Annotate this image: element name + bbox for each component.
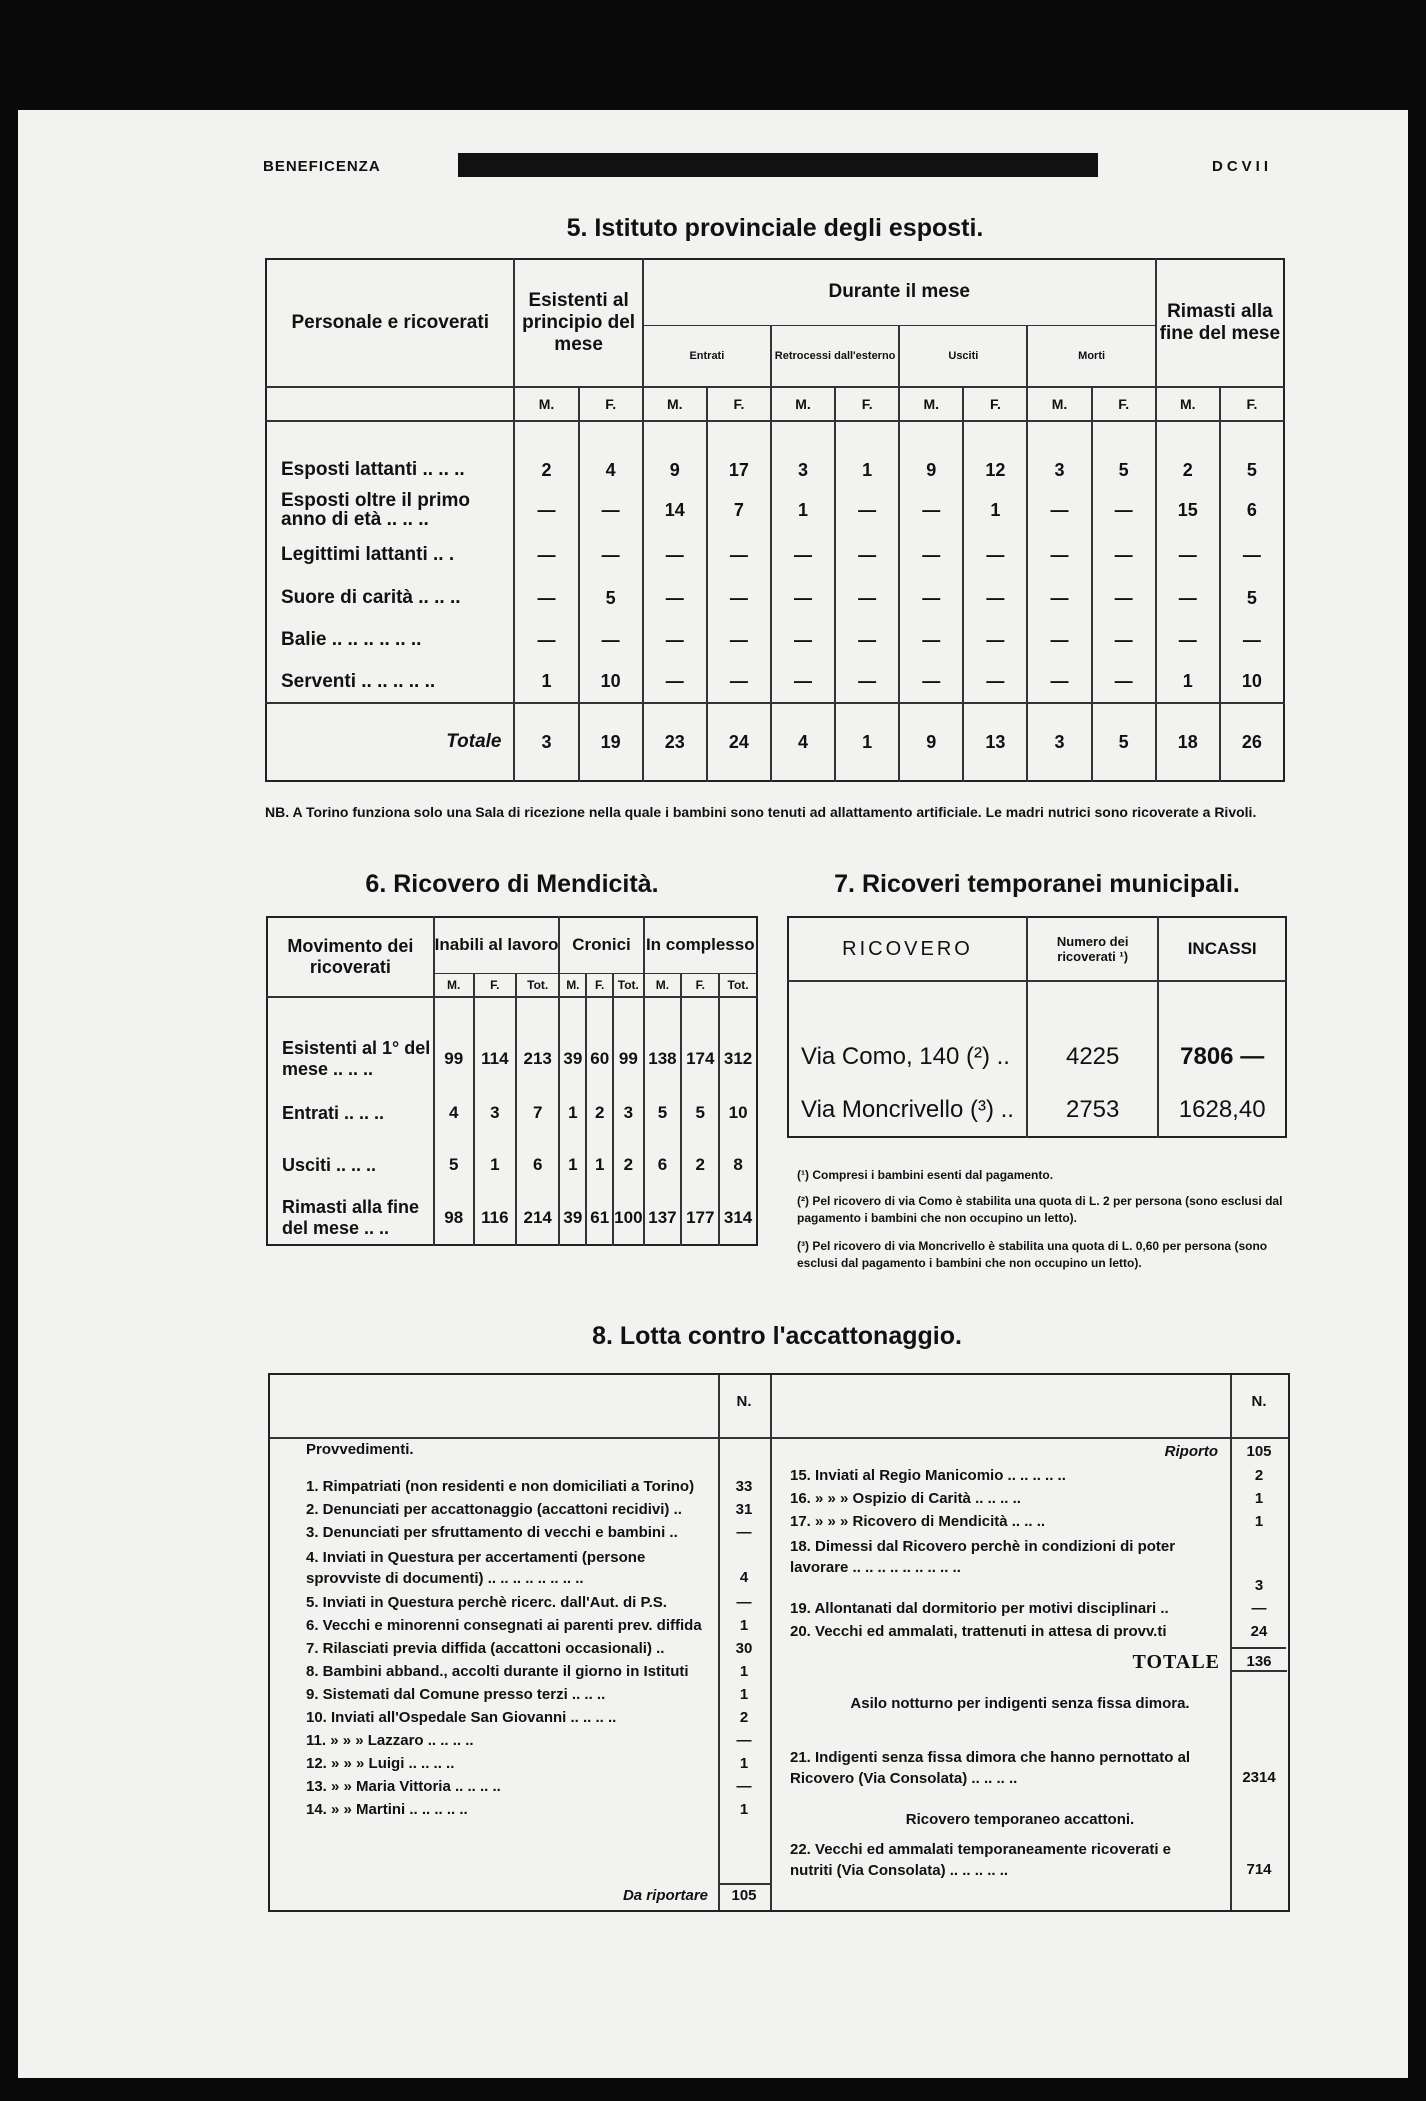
s5-total-cell: 3 — [514, 703, 578, 781]
s6-cell: 5 — [434, 1139, 474, 1191]
s5-cell: 10 — [1220, 661, 1284, 703]
s5-row — [266, 577, 1284, 619]
s6-cell: 39 — [559, 1031, 586, 1087]
s6-cell: 314 — [719, 1191, 757, 1245]
s8-asylum-heading: Asilo notturno per indigenti senza fissa dimora. — [850, 1695, 1190, 1712]
s6-group: In complesso — [644, 917, 757, 973]
s6-sub: F. — [586, 973, 613, 997]
s6-sub: Tot. — [516, 973, 560, 997]
s8-left-label: 9. Sistemati dal Comune presso terzi .. .. .. — [306, 1686, 606, 1703]
s7-row-label: Via Moncrivello (³) .. — [801, 1095, 1014, 1123]
s5-row — [266, 487, 1284, 533]
s5-f: F. — [1220, 387, 1284, 421]
s5-cell: 5 — [1220, 453, 1284, 487]
s5-cell: — — [899, 619, 963, 661]
s6-cell: 213 — [516, 1031, 560, 1087]
s5-cell: — — [963, 577, 1027, 619]
section7-table — [787, 916, 1287, 1138]
s6-cell: 10 — [719, 1087, 757, 1139]
s6-cell: 100 — [613, 1191, 643, 1245]
s5-cell: — — [835, 661, 899, 703]
running-header-right: DCVII — [1212, 158, 1273, 175]
s5-row — [266, 533, 1284, 577]
s8-left-label: 6. Vecchi e minorenni consegnati ai parenti prev. diffida — [306, 1617, 702, 1634]
s5-col-label: Personale e ricoverati — [266, 259, 514, 387]
s5-f: F. — [1092, 387, 1156, 421]
s5-cell: — — [899, 577, 963, 619]
s6-cell: 138 — [644, 1031, 682, 1087]
s8-left-n: — — [736, 1778, 752, 1795]
s6-sub: F. — [681, 973, 719, 997]
s5-cell: 1 — [514, 661, 578, 703]
s6-cell: 5 — [644, 1087, 682, 1139]
s6-cell: 312 — [719, 1031, 757, 1087]
s6-cell: 4 — [434, 1087, 474, 1139]
s5-cell: — — [514, 533, 578, 577]
s5-cell: — — [1027, 619, 1091, 661]
s5-m: M. — [1027, 387, 1091, 421]
s5-total-row — [266, 703, 1284, 781]
s8-left-label: 14. » » Martini .. .. .. .. .. — [306, 1801, 468, 1818]
s6-sub: M. — [434, 973, 474, 997]
section6-table — [266, 916, 758, 1246]
s5-f: F. — [835, 387, 899, 421]
s8-left-n: 2 — [739, 1709, 749, 1726]
s8-left-n: 31 — [735, 1501, 753, 1518]
s7-row — [788, 1031, 1286, 1083]
s5-cell: — — [707, 661, 771, 703]
section5-title: 5. Istituto provinciale degli esposti. — [566, 214, 984, 242]
s6-cell: 1 — [559, 1139, 586, 1191]
s5-cell: 14 — [643, 487, 707, 533]
s8-n-header-left: N. — [736, 1393, 752, 1410]
s6-cell: 1 — [586, 1139, 613, 1191]
s5-cell: — — [771, 533, 835, 577]
s5-cell: — — [1156, 533, 1220, 577]
s7-row — [788, 1083, 1286, 1137]
s6-row-label: Usciti .. .. .. — [282, 1154, 377, 1175]
s8-left-label: 1. Rimpatriati (non residenti e non domiciliati a Torino) — [306, 1478, 695, 1495]
section6-title: 6. Ricovero di Mendicità. — [365, 870, 659, 898]
s7-incassi: 1628,40 — [1158, 1083, 1286, 1137]
s5-row-label: Suore di carità .. .. .. — [281, 587, 461, 608]
s5-cell: — — [643, 661, 707, 703]
s5-total-cell: 9 — [899, 703, 963, 781]
s7-footnote: (¹) Compresi i bambini esenti dal pagamento. — [797, 1168, 1054, 1182]
s5-cell: — — [579, 619, 643, 661]
s8-right-n: 1 — [1254, 1513, 1264, 1530]
s5-cell: — — [771, 577, 835, 619]
s5-cell: — — [579, 487, 643, 533]
s7-numero: 4225 — [1027, 1031, 1158, 1083]
s6-sub: F. — [474, 973, 516, 997]
s8-row22-value: 714 — [1246, 1861, 1272, 1878]
s8-left-heading: Provvedimenti. — [306, 1441, 414, 1458]
s6-row — [267, 1191, 757, 1245]
s6-group: Cronici — [559, 917, 643, 973]
s6-row — [267, 1087, 757, 1139]
s8-left-n: — — [736, 1732, 752, 1749]
s8-n-header-right: N. — [1251, 1393, 1267, 1410]
s5-cell: — — [514, 487, 578, 533]
s6-cell: 3 — [474, 1087, 516, 1139]
s5-row-label: Balie .. .. .. .. .. .. — [281, 629, 422, 650]
s8-right-label: 20. Vecchi ed ammalati, trattenuti in attesa di provv.ti — [790, 1623, 1167, 1640]
s8-left-label: 7. Rilasciati previa diffida (accattoni occasionali) .. — [306, 1640, 665, 1657]
s7-footnote: (²) Pel ricovero di via Como è stabilita una quota di L. 2 per persona (sono esclusi dal pagamento i bambini che non occupino un letto). — [797, 1194, 1283, 1225]
s8-right-n: 2 — [1254, 1467, 1264, 1484]
s5-cell: — — [1156, 619, 1220, 661]
s5-cell: — — [771, 619, 835, 661]
s5-cell: — — [1027, 487, 1091, 533]
s6-cell: 99 — [613, 1031, 643, 1087]
s5-cell: — — [1092, 533, 1156, 577]
s5-cell: — — [1027, 533, 1091, 577]
s6-cell: 6 — [516, 1139, 560, 1191]
s8-right-n: 24 — [1250, 1623, 1268, 1640]
s5-cell: — — [1092, 619, 1156, 661]
s5-cell: 9 — [643, 453, 707, 487]
s8-left-n: 30 — [735, 1640, 753, 1657]
s6-sub: M. — [559, 973, 586, 997]
s5-row — [266, 661, 1284, 703]
s6-cell: 177 — [681, 1191, 719, 1245]
s5-total-cell: 5 — [1092, 703, 1156, 781]
s5-cell: 12 — [963, 453, 1027, 487]
s5-cell: — — [835, 533, 899, 577]
s5-cell: 6 — [1220, 487, 1284, 533]
s5-cell: 4 — [579, 453, 643, 487]
s5-row-label: Legittimi lattanti .. . — [281, 544, 455, 565]
s5-cell: — — [963, 533, 1027, 577]
s6-sub: Tot. — [613, 973, 643, 997]
section5-table — [265, 258, 1285, 782]
section8-table — [268, 1373, 1290, 1912]
s6-row — [267, 1139, 757, 1191]
s8-total-label: TOTALE — [1132, 1651, 1220, 1673]
s5-cell: — — [1220, 619, 1284, 661]
s5-existing-header: Esistenti al principio del mese — [514, 259, 642, 387]
s5-sub-entered: Entrati — [643, 325, 771, 387]
s8-left-n: 1 — [739, 1686, 749, 1703]
s8-left-carry-value: 105 — [731, 1887, 757, 1904]
s5-cell: 2 — [514, 453, 578, 487]
s5-cell: — — [1092, 577, 1156, 619]
s6-cell: 2 — [586, 1087, 613, 1139]
s6-row — [267, 1031, 757, 1087]
s6-group: Inabili al lavoro — [434, 917, 560, 973]
s5-cell: 3 — [1027, 453, 1091, 487]
s7-col-numero: Numero dei ricoverati ¹) — [1027, 917, 1158, 981]
s8-left-n: — — [736, 1524, 752, 1541]
s6-sub: Tot. — [719, 973, 757, 997]
s8-left-n: 33 — [735, 1478, 753, 1495]
s5-total-label: Totale — [446, 731, 502, 752]
s8-row22-label: 22. Vecchi ed ammalati temporaneamente ricoverati e nutriti (Via Consolata) .. .. .. .. .. — [790, 1841, 1172, 1879]
s6-cell: 39 — [559, 1191, 586, 1245]
s6-cell: 2 — [681, 1139, 719, 1191]
s8-left-carry-label: Da riportare — [622, 1887, 708, 1904]
s5-cell: 3 — [771, 453, 835, 487]
s5-row-label: Esposti oltre il primo anno di età .. .. .. — [281, 490, 470, 530]
s7-incassi: 7806 — — [1158, 1031, 1286, 1083]
s5-total-cell: 13 — [963, 703, 1027, 781]
s5-total-cell: 19 — [579, 703, 643, 781]
s8-left-n: 1 — [739, 1617, 749, 1634]
s8-left-label: 4. Inviati in Questura per accertamenti (persone sprovviste di documenti) .. .. .. .. .. .. .. .. — [306, 1549, 646, 1587]
s5-cell: — — [835, 577, 899, 619]
s5-cell: — — [771, 661, 835, 703]
s6-cell: 6 — [644, 1139, 682, 1191]
s5-cell: — — [963, 619, 1027, 661]
s5-cell: 10 — [579, 661, 643, 703]
s5-f: F. — [963, 387, 1027, 421]
s5-sub-exited: Usciti — [899, 325, 1027, 387]
s5-cell: — — [1220, 533, 1284, 577]
s5-m: M. — [899, 387, 963, 421]
s5-total-cell: 23 — [643, 703, 707, 781]
s8-left-label: 10. Inviati all'Ospedale San Giovanni .. .. .. .. — [306, 1709, 617, 1726]
s5-cell: — — [707, 577, 771, 619]
s6-cell: 60 — [586, 1031, 613, 1087]
s8-right-label: 18. Dimessi dal Ricovero perchè in condizioni di poter lavorare .. .. .. .. .. .. .. .. .. — [790, 1538, 1176, 1576]
s6-cell: 137 — [644, 1191, 682, 1245]
s5-sub-dead: Morti — [1027, 325, 1155, 387]
s8-right-carry-value: 105 — [1246, 1443, 1272, 1460]
s6-cell: 61 — [586, 1191, 613, 1245]
s5-cell: 5 — [1092, 453, 1156, 487]
s8-right-label: 19. Allontanati dal dormitorio per motivi disciplinari .. — [790, 1600, 1169, 1617]
s6-row-label: Entrati .. .. .. — [282, 1102, 385, 1123]
s5-row-label: Serventi .. .. .. .. .. — [266, 661, 514, 703]
s7-col-incassi: INCASSI — [1158, 917, 1286, 981]
s5-m: M. — [1156, 387, 1220, 421]
s8-left-label: 2. Denunciati per accattonaggio (accattoni recidivi) .. — [306, 1501, 682, 1518]
s8-right-n: 1 — [1254, 1490, 1264, 1507]
s8-left-n: 1 — [739, 1663, 749, 1680]
s5-total-cell: 3 — [1027, 703, 1091, 781]
s5-cell: 17 — [707, 453, 771, 487]
s5-cell: — — [835, 487, 899, 533]
s8-right-n: 3 — [1254, 1577, 1264, 1594]
s8-right-label: 15. Inviati al Regio Manicomio .. .. .. .. .. — [790, 1467, 1066, 1484]
s6-cell: 214 — [516, 1191, 560, 1245]
s5-cell: — — [1092, 661, 1156, 703]
running-header-smudge — [458, 153, 1098, 177]
s5-cell: 2 — [1156, 453, 1220, 487]
s5-cell: — — [643, 577, 707, 619]
s5-m: M. — [514, 387, 578, 421]
s5-row — [266, 619, 1284, 661]
s7-row-label: Via Como, 140 (²) .. — [801, 1043, 1010, 1070]
s5-cell: — — [835, 619, 899, 661]
s7-numero: 2753 — [1027, 1083, 1158, 1137]
s5-cell: — — [514, 619, 578, 661]
s5-cell: — — [1027, 661, 1091, 703]
running-header-left: BENEFICENZA — [263, 158, 381, 175]
s8-right-carry-label: Riporto — [1164, 1443, 1218, 1460]
s5-cell: — — [899, 533, 963, 577]
section8-title: 8. Lotta contro l'accattonaggio. — [592, 1322, 962, 1350]
s6-row-label: Esistenti al 1° del mese .. .. .. — [282, 1038, 431, 1079]
s8-left-label: 5. Inviati in Questura perchè ricerc. dall'Aut. di P.S. — [306, 1594, 667, 1611]
s5-row-label: Esposti lattanti .. .. .. — [281, 459, 465, 480]
s5-sub-returned: Retrocessi dall'esterno — [771, 325, 899, 387]
s8-left-label: 13. » » Maria Vittoria .. .. .. .. — [306, 1778, 501, 1795]
s8-left-n: — — [736, 1594, 752, 1611]
s6-cell: 1 — [474, 1139, 516, 1191]
s5-cell: 1 — [835, 453, 899, 487]
s5-cell: 5 — [579, 577, 643, 619]
s5-cell: 1 — [771, 487, 835, 533]
s8-left-label: 11. » » » Lazzaro .. .. .. .. — [306, 1732, 474, 1749]
s5-cell: — — [514, 577, 578, 619]
s5-m: M. — [771, 387, 835, 421]
s6-cell: 8 — [719, 1139, 757, 1191]
s5-cell: 5 — [1220, 577, 1284, 619]
s5-cell: — — [1092, 487, 1156, 533]
s6-cell: 114 — [474, 1031, 516, 1087]
s5-remaining-header: Rimasti alla fine del mese — [1156, 259, 1284, 387]
s5-f: F. — [579, 387, 643, 421]
s5-total-cell: 26 — [1220, 703, 1284, 781]
s8-left-label: 3. Denunciati per sfruttamento di vecchi e bambini .. — [306, 1524, 678, 1541]
s5-f: F. — [707, 387, 771, 421]
s5-row — [266, 453, 1284, 487]
s6-sub: M. — [644, 973, 682, 997]
s5-cell: 7 — [707, 487, 771, 533]
s8-left-label: 8. Bambini abband., accolti durante il giorno in Istituti — [306, 1663, 689, 1680]
s5-total-cell: 18 — [1156, 703, 1220, 781]
s5-cell: 1 — [1156, 661, 1220, 703]
s6-cell: 7 — [516, 1087, 560, 1139]
s8-total-value: 136 — [1231, 1653, 1287, 1672]
s8-row21-label: 21. Indigenti senza fissa dimora che hanno pernottato al Ricovero (Via Consolata) .. .. .. .. — [790, 1749, 1191, 1787]
s6-cell: 116 — [474, 1191, 516, 1245]
s8-left-n: 1 — [739, 1801, 749, 1818]
s5-cell: — — [643, 533, 707, 577]
s8-right-label: 17. » » » Ricovero di Mendicità .. .. .. — [790, 1513, 1046, 1530]
s5-cell: — — [643, 619, 707, 661]
section7-title: 7. Ricoveri temporanei municipali. — [834, 870, 1240, 898]
s6-cell: 99 — [434, 1031, 474, 1087]
s5-cell: — — [579, 533, 643, 577]
s5-total-cell: 1 — [835, 703, 899, 781]
s6-cell: 1 — [559, 1087, 586, 1139]
s5-during-header: Durante il mese — [643, 259, 1156, 325]
s5-cell: — — [963, 661, 1027, 703]
s8-right-label: 16. » » » Ospizio di Carità .. .. .. .. — [790, 1490, 1021, 1507]
s5-total-cell: 4 — [771, 703, 835, 781]
s5-cell: 1 — [963, 487, 1027, 533]
s7-footnote: (³) Pel ricovero di via Moncrivello è stabilita una quota di L. 0,60 per persona (sono esclusi dal pagamento i bambini che non occupino un letto). — [797, 1239, 1268, 1270]
s5-m: M. — [643, 387, 707, 421]
s6-cell: 174 — [681, 1031, 719, 1087]
s5-cell: 9 — [899, 453, 963, 487]
s8-row21-value: 2314 — [1242, 1769, 1276, 1786]
s8-left-label: 12. » » » Luigi .. .. .. .. — [306, 1755, 455, 1772]
s6-row-label: Rimasti alla fine del mese .. .. — [282, 1196, 420, 1238]
section5-note: NB. A Torino funziona solo una Sala di ricezione nella quale i bambini sono tenuti ad allattamento artificiale. Le madri nutrici sono ricoverate a Rivoli. — [265, 804, 1257, 820]
s8-right-n: — — [1251, 1600, 1267, 1617]
s6-col-label: Movimento dei ricoverati — [267, 917, 434, 997]
s5-total-cell: 24 — [707, 703, 771, 781]
s5-cell: — — [1156, 577, 1220, 619]
s5-cell: — — [899, 487, 963, 533]
s6-cell: 98 — [434, 1191, 474, 1245]
s8-left-n: 4 — [739, 1569, 749, 1586]
s6-cell: 5 — [681, 1087, 719, 1139]
s5-cell: — — [1027, 577, 1091, 619]
s8-temp-heading: Ricovero temporaneo accattoni. — [905, 1811, 1135, 1828]
s6-cell: 2 — [613, 1139, 643, 1191]
s6-cell: 3 — [613, 1087, 643, 1139]
s5-cell: 15 — [1156, 487, 1220, 533]
s7-col-ricovero: RICOVERO — [842, 937, 973, 960]
s5-cell: — — [899, 661, 963, 703]
s5-cell: — — [707, 533, 771, 577]
s8-left-n: 1 — [739, 1755, 749, 1772]
s5-cell: — — [707, 619, 771, 661]
